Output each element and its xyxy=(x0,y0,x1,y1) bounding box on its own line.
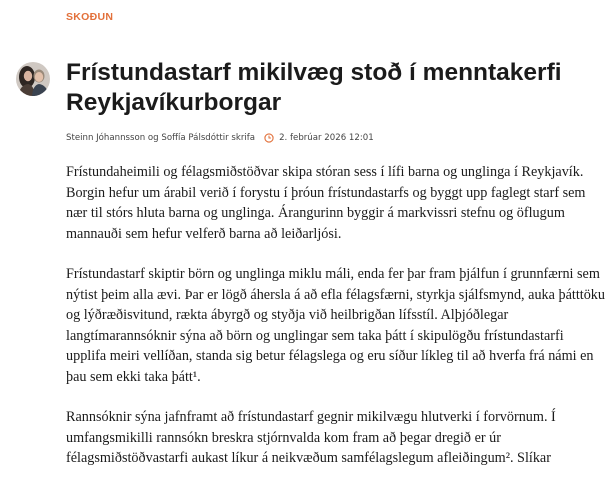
body-paragraph: Frístundaheimili og félagsmiðstöðvar skipa stóran sess í lífi barna og unglinga í Reykjavík. Borgin hefur um árabil verið í forystu í þróun frístundastarfs og byggt upp faglegt starf sem nær til stórs hluta barna og unglinga. Árangurinn byggir á markvissri stefnu og öflugum mannauði sem hefur velferð barna að leiðarljósi. xyxy=(66,164,586,242)
category-link[interactable]: SKOÐUN xyxy=(66,11,114,23)
clock-icon xyxy=(264,133,274,143)
author-avatar-image xyxy=(16,62,50,96)
byline-authors[interactable]: Steinn Jóhannsson og Soffía Pálsdóttir skrifa xyxy=(66,133,256,143)
body-paragraph: Frístundastarf skiptir börn og unglinga miklu máli, enda fer þar fram þjálfun í grunnfærni sem nýtist þeim alla ævi. Þar er lögð áhersla á að efla félagsfærni, styrkja sjálfsmynd, auka þátttöku og lýðræðisvitund, rækta ábyrgð og styðja við heilbrigðan lífsstíl. Alþjóðlegar langtímarannsóknir sýna að börn og unglingar sem taka þátt í skipulögðu frístundastarfi upplifa meiri vellíðan, standa sig betur félagslega og eru síður líkleg til að hverfa frá námi en þau sem ekki taka þátt¹. xyxy=(66,266,605,385)
author-avatar[interactable] xyxy=(16,62,50,96)
publish-date: 2. febrúar 2026 12:01 xyxy=(279,133,374,143)
article-body xyxy=(66,162,605,489)
body-paragraph: Rannsóknir sýna jafnframt að frístundastarf gegnir mikilvægu hlutverki í forvörnum. Í umfangsmikilli rannsókn breskra stjórnvalda kom fram að þegar dregið er úr félagsmiðstöðvastarfi aukast líkur á neikvæðum samfélagslegum afleiðingum². Slíkar xyxy=(66,409,556,466)
article-title: Frístundastarf mikilvæg stoð í menntakerfi Reykjavíkurborgar xyxy=(66,59,562,116)
article-byline xyxy=(66,133,374,143)
